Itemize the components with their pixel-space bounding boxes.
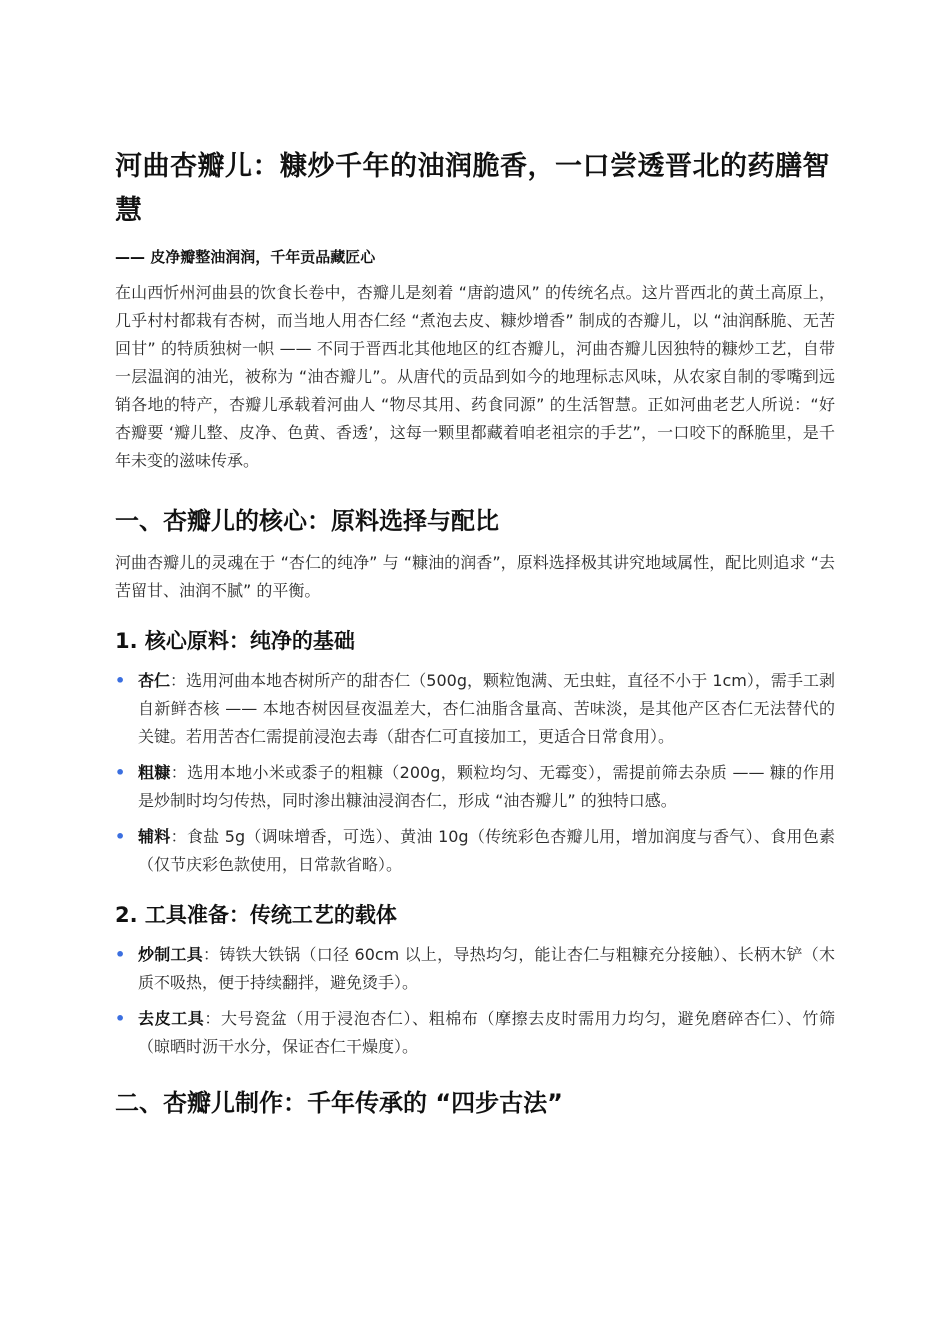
- bullet-dot-icon: •: [115, 671, 126, 690]
- intro-paragraph: 在山西忻州河曲县的饮食长卷中，杏瓣儿是刻着 “唐韵遗风” 的传统名点。这片晋西北的黄土高原上，几乎村村都栽有杏树，而当地人用杏仁经 “煮泡去皮、糠炒增香” 制成的杏瓣儿，以 “油润酥脆、无苦回甘” 的特质独树一帜 —— 不同于晋西北其他地区的红杏瓣儿，河曲杏瓣儿因独特的糠炒工艺，自带一层温润的油光，被称为 “油杏瓣儿”。从唐代的贡品到如今的地理标志风味，从农家自制的零嘴到远销各地的特产，杏瓣儿承载着河曲人 “物尽其用、药食同源” 的生活智慧。正如河曲老艺人所说：“好杏瓣要 ‘瓣儿整、皮净、色黄、香透’，这每一颗里都藏着咱老祖宗的手艺”，一口咬下的酥脆里，是千年未变的滋味传承。: [115, 283, 835, 470]
- section-intro-paragraph: 河曲杏瓣儿的灵魂在于 “杏仁的纯净” 与 “糠油的润香”，原料选择极其讲究地域属性，配比则追求 “去苦留甘、油润不腻” 的平衡。: [115, 553, 835, 600]
- list-item-text: ：选用本地小米或黍子的粗糠（200g，颗粒均匀、无霉变），需提前筛去杂质 —— 糠的作用是炒制时均匀传热，同时渗出糠油浸润杏仁，形成 “油杏瓣儿” 的独特口感。: [138, 763, 835, 810]
- list-item: [115, 823, 835, 879]
- list-item-term: 杏仁: [138, 671, 171, 690]
- list-item-text: ：食盐 5g（调味增香，可选）、黄油 10g（传统彩色杏瓣儿用，增加润度与香气）、食用色素（仅节庆彩色款使用，日常款省略）。: [138, 827, 835, 874]
- subsection-heading-core-ingredients: 1. 核心原料：纯净的基础: [115, 629, 355, 653]
- article-subtitle: —— 皮净瓣整油润润，千年贡品藏匠心: [115, 248, 376, 266]
- list-item-term: 辅料: [138, 827, 171, 846]
- article-title: 河曲杏瓣儿：糠炒千年的油润脆香，一口尝透晋北的药膳智慧: [115, 151, 830, 226]
- list-item-text: ：铸铁大铁锅（口径 60cm 以上，导热均匀，能让杏仁与粗糠充分接触）、长柄木铲（木质不吸热，便于持续翻拌，避免烫手）。: [138, 945, 835, 992]
- list-item-text: ：选用河曲本地杏树所产的甜杏仁（500g，颗粒饱满、无虫蛀，直径不小于 1cm），需手工剥自新鲜杏核 —— 本地杏树因昼夜温差大，杏仁油脂含量高、苦味淡，是其他产区杏仁无法替代的关键。若用苦杏仁需提前浸泡去毒（甜杏仁可直接加工，更适合日常食用）。: [138, 671, 835, 746]
- tools-list: [115, 941, 835, 1061]
- document-page: [115, 145, 835, 1121]
- list-item-term: 炒制工具: [138, 945, 203, 964]
- list-item: [115, 667, 835, 751]
- list-item: [115, 1005, 835, 1061]
- list-item-text: ：大号瓷盆（用于浸泡杏仁）、粗棉布（摩擦去皮时需用力均匀，避免磨碎杏仁）、竹筛（晾晒时沥干水分，保证杏仁干燥度）。: [138, 1009, 835, 1056]
- section-heading-production: 二、杏瓣儿制作：千年传承的 “四步古法”: [115, 1089, 563, 1117]
- core-ingredients-list: [115, 667, 835, 879]
- subsection-heading-tools: 2. 工具准备：传统工艺的载体: [115, 903, 397, 927]
- list-item-term: 粗糠: [138, 763, 171, 782]
- section-heading-ingredients: 一、杏瓣儿的核心：原料选择与配比: [115, 507, 499, 535]
- bullet-dot-icon: •: [115, 1009, 126, 1028]
- bullet-dot-icon: •: [115, 827, 126, 846]
- list-item-term: 去皮工具: [138, 1009, 205, 1028]
- bullet-dot-icon: •: [115, 763, 126, 782]
- list-item: [115, 941, 835, 997]
- list-item: [115, 759, 835, 815]
- bullet-dot-icon: •: [115, 945, 126, 964]
